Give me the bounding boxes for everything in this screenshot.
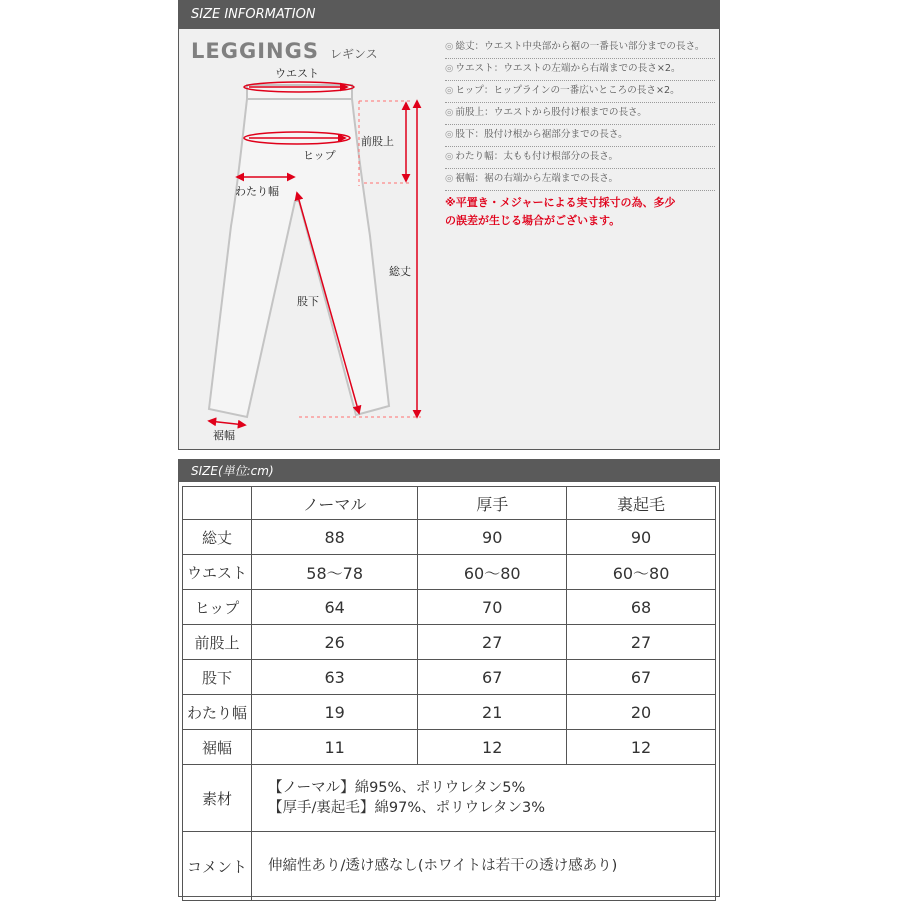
circle-mark-icon: ◎ (445, 107, 454, 118)
row-label: ウエスト (183, 555, 252, 590)
material-row (183, 765, 716, 832)
diagram-label-thigh: わたり幅 (235, 185, 279, 198)
size-information-panel (178, 0, 720, 450)
table-header-row (183, 487, 716, 520)
table-cell: 90 (418, 520, 567, 555)
row-label: ヒップ (183, 590, 252, 625)
circle-mark-icon: ◎ (445, 173, 454, 184)
table-cell: 88 (252, 520, 418, 555)
note-item: ◎ 前股上：ウエストから股付け根までの長さ。 (445, 103, 715, 125)
column-header: ノーマル (252, 487, 418, 520)
table-row (183, 520, 716, 555)
comment-cell: 伸縮性あり/透け感なし(ホワイトは若干の透け感あり) (252, 832, 716, 901)
table-cell: 27 (567, 625, 716, 660)
measurement-notes (445, 37, 715, 191)
table-cell: 12 (567, 730, 716, 765)
table-cell: 21 (418, 695, 567, 730)
table-cell: 20 (567, 695, 716, 730)
comment-row (183, 832, 716, 901)
size-table-panel (178, 459, 720, 897)
table-row (183, 555, 716, 590)
leggings-diagram (179, 29, 443, 449)
table-row (183, 730, 716, 765)
table-row (183, 625, 716, 660)
size-table-header: SIZE(単位:cm) (179, 460, 719, 482)
circle-mark-icon: ◎ (445, 129, 454, 140)
material-cell: 【ノーマル】綿95%、ポリウレタン5% 【厚手/裏起毛】綿97%、ポリウレタン3% (252, 765, 716, 832)
table-cell: 60〜80 (567, 555, 716, 590)
measurement-warning: ※平置き・メジャーによる実寸採寸の為、多少 の誤差が生じる場合がございます。 (445, 196, 676, 227)
circle-mark-icon: ◎ (445, 41, 454, 52)
diagram-label-waist: ウエスト (275, 67, 319, 80)
table-row (183, 660, 716, 695)
table-row (183, 590, 716, 625)
column-header: 厚手 (418, 487, 567, 520)
table-corner-cell (183, 487, 252, 520)
size-table (182, 486, 716, 901)
table-cell: 12 (418, 730, 567, 765)
table-row (183, 695, 716, 730)
table-cell: 11 (252, 730, 418, 765)
note-item: ◎ ヒップ：ヒップラインの一番広いところの長さ×2。 (445, 81, 715, 103)
note-item: ◎ 総丈：ウエスト中央部から裾の一番長い部分までの長さ。 (445, 37, 715, 59)
note-item: ◎ 股下：股付け根から裾部分までの長さ。 (445, 125, 715, 147)
product-title-sub: レギンス (330, 47, 378, 61)
product-title-main: LEGGINGS (191, 39, 319, 63)
row-label: 総丈 (183, 520, 252, 555)
row-label: わたり幅 (183, 695, 252, 730)
table-cell: 27 (418, 625, 567, 660)
diagram-label-inseam: 股下 (297, 295, 319, 308)
note-item: ◎ 裾幅：裾の右端から左端までの長さ。 (445, 169, 715, 191)
row-label: コメント (183, 832, 252, 901)
table-cell: 63 (252, 660, 418, 695)
table-cell: 67 (418, 660, 567, 695)
row-label: 素材 (183, 765, 252, 832)
row-label: 裾幅 (183, 730, 252, 765)
table-cell: 19 (252, 695, 418, 730)
column-header: 裏起毛 (567, 487, 716, 520)
note-item: ◎ わたり幅：太もも付け根部分の長さ。 (445, 147, 715, 169)
table-cell: 90 (567, 520, 716, 555)
diagram-label-hip: ヒップ (303, 149, 336, 162)
table-cell: 60〜80 (418, 555, 567, 590)
table-cell: 68 (567, 590, 716, 625)
table-cell: 26 (252, 625, 418, 660)
diagram-label-length: 総丈 (389, 265, 411, 278)
circle-mark-icon: ◎ (445, 63, 454, 74)
diagram-label-rise: 前股上 (361, 135, 394, 148)
row-label: 前股上 (183, 625, 252, 660)
row-label: 股下 (183, 660, 252, 695)
table-cell: 58〜78 (252, 555, 418, 590)
note-item: ◎ ウエスト：ウエストの左端から右端までの長さ×2。 (445, 59, 715, 81)
table-cell: 64 (252, 590, 418, 625)
circle-mark-icon: ◎ (445, 151, 454, 162)
size-information-header: SIZE INFORMATION (179, 1, 719, 29)
table-cell: 70 (418, 590, 567, 625)
table-cell: 67 (567, 660, 716, 695)
diagram-label-hem: 裾幅 (213, 429, 235, 442)
circle-mark-icon: ◎ (445, 85, 454, 96)
